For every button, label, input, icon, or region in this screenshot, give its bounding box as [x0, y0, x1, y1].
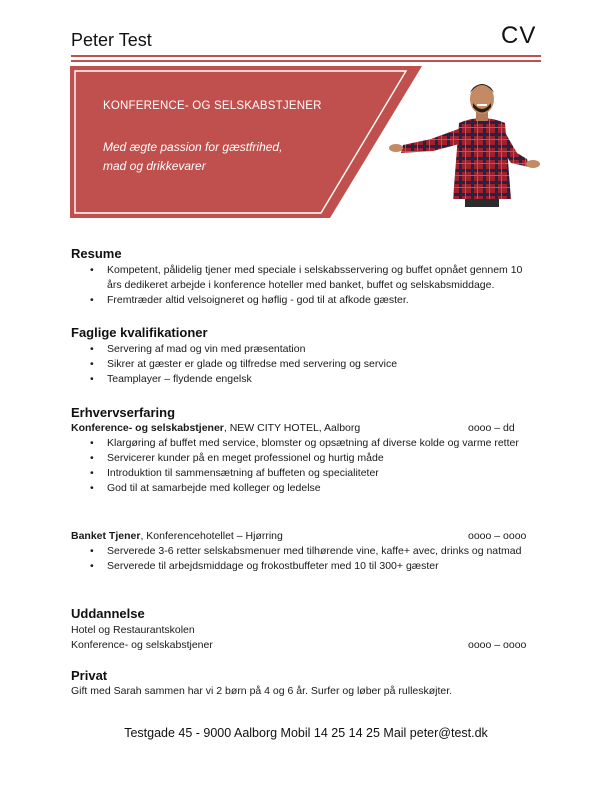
education-school: Hotel og Restaurantskolen — [71, 624, 195, 636]
list-item: • Servicerer kunder på en meget professionel og hurtig måde — [89, 451, 539, 466]
job-1-list — [89, 436, 539, 496]
cv-name: Peter Test — [71, 30, 152, 50]
private-heading: Privat — [71, 668, 108, 683]
list-item: • Servering af mad og vin med præsentation — [89, 342, 539, 357]
job-1-title: Konference- og selskabstjener — [71, 422, 224, 434]
job-2-list — [89, 544, 539, 574]
banner-tagline-line-2: mad og drikkevarer — [103, 159, 206, 173]
job-1-place: , NEW CITY HOTEL, Aalborg — [223, 422, 361, 434]
qualifications-heading: Faglige kvalifikationer — [71, 325, 208, 340]
header-rule-top — [71, 55, 541, 57]
banner-tagline — [103, 138, 323, 176]
profile-photo — [387, 73, 540, 207]
job-1-date: oooo – dd — [468, 422, 515, 434]
job-2-header — [71, 529, 541, 544]
header-rule-bottom — [71, 60, 541, 62]
education-heading: Uddannelse — [71, 606, 145, 621]
cv-label: CV — [501, 22, 537, 49]
education-degree: Konference- og selskabstjener — [71, 639, 213, 651]
list-item: • Fremtræder altid velsoigneret og høflig - god til at afkode gæster. — [89, 293, 539, 308]
contact-footer: Testgade 45 - 9000 Aalborg Mobil 14 25 14 25 Mail peter@test.dk — [124, 726, 488, 740]
resume-heading: Resume — [71, 246, 122, 261]
job-2-date: oooo – oooo — [468, 530, 527, 542]
education-degree-row — [71, 638, 541, 653]
banner-title: KONFERENCE- OG SELSKABSTJENER — [103, 100, 322, 112]
list-item: • God til at samarbejde med kolleger og ledelse — [89, 481, 539, 496]
banner-tagline-line-1: Med ægte passion for gæstfrihed, — [103, 140, 283, 154]
list-item: • Introduktion til sammensætning af buffeten og specialiteter — [89, 466, 539, 481]
resume-list — [89, 263, 539, 308]
education-date: oooo – oooo — [468, 639, 527, 651]
list-item: • Teamplayer – flydende engelsk — [89, 372, 539, 387]
job-1-header — [71, 421, 541, 436]
job-2-place: , Konferencehotellet – Hjørring — [140, 530, 283, 542]
list-item: • Serverede 3-6 retter selskabsmenuer med tilhørende vine, kaffe+ avec, drinks og natmad — [89, 544, 539, 559]
list-item: • Klargøring af buffet med service, blomster og opsætning af diverse kolde og varme retter — [89, 436, 539, 451]
list-item: • Kompetent, pålidelig tjener med speciale i selskabsservering og buffet opnået gennem 10 års dedikeret arbejde i konference hoteller med banket, buffet og selskabsmiddage. — [89, 263, 539, 293]
list-item: • Serverede til arbejdsmiddage og frokostbuffeter med 10 til 300+ gæster — [89, 559, 539, 574]
experience-heading: Erhvervserfaring — [71, 405, 176, 420]
private-text: Gift med Sarah sammen har vi 2 børn på 4 og 6 år. Surfer og løber på rulleskøjter. — [71, 685, 453, 697]
job-2-title: Banket Tjener — [71, 530, 141, 542]
list-item: • Sikrer at gæster er glade og tilfredse med servering og service — [89, 357, 539, 372]
qualifications-list — [89, 342, 539, 387]
